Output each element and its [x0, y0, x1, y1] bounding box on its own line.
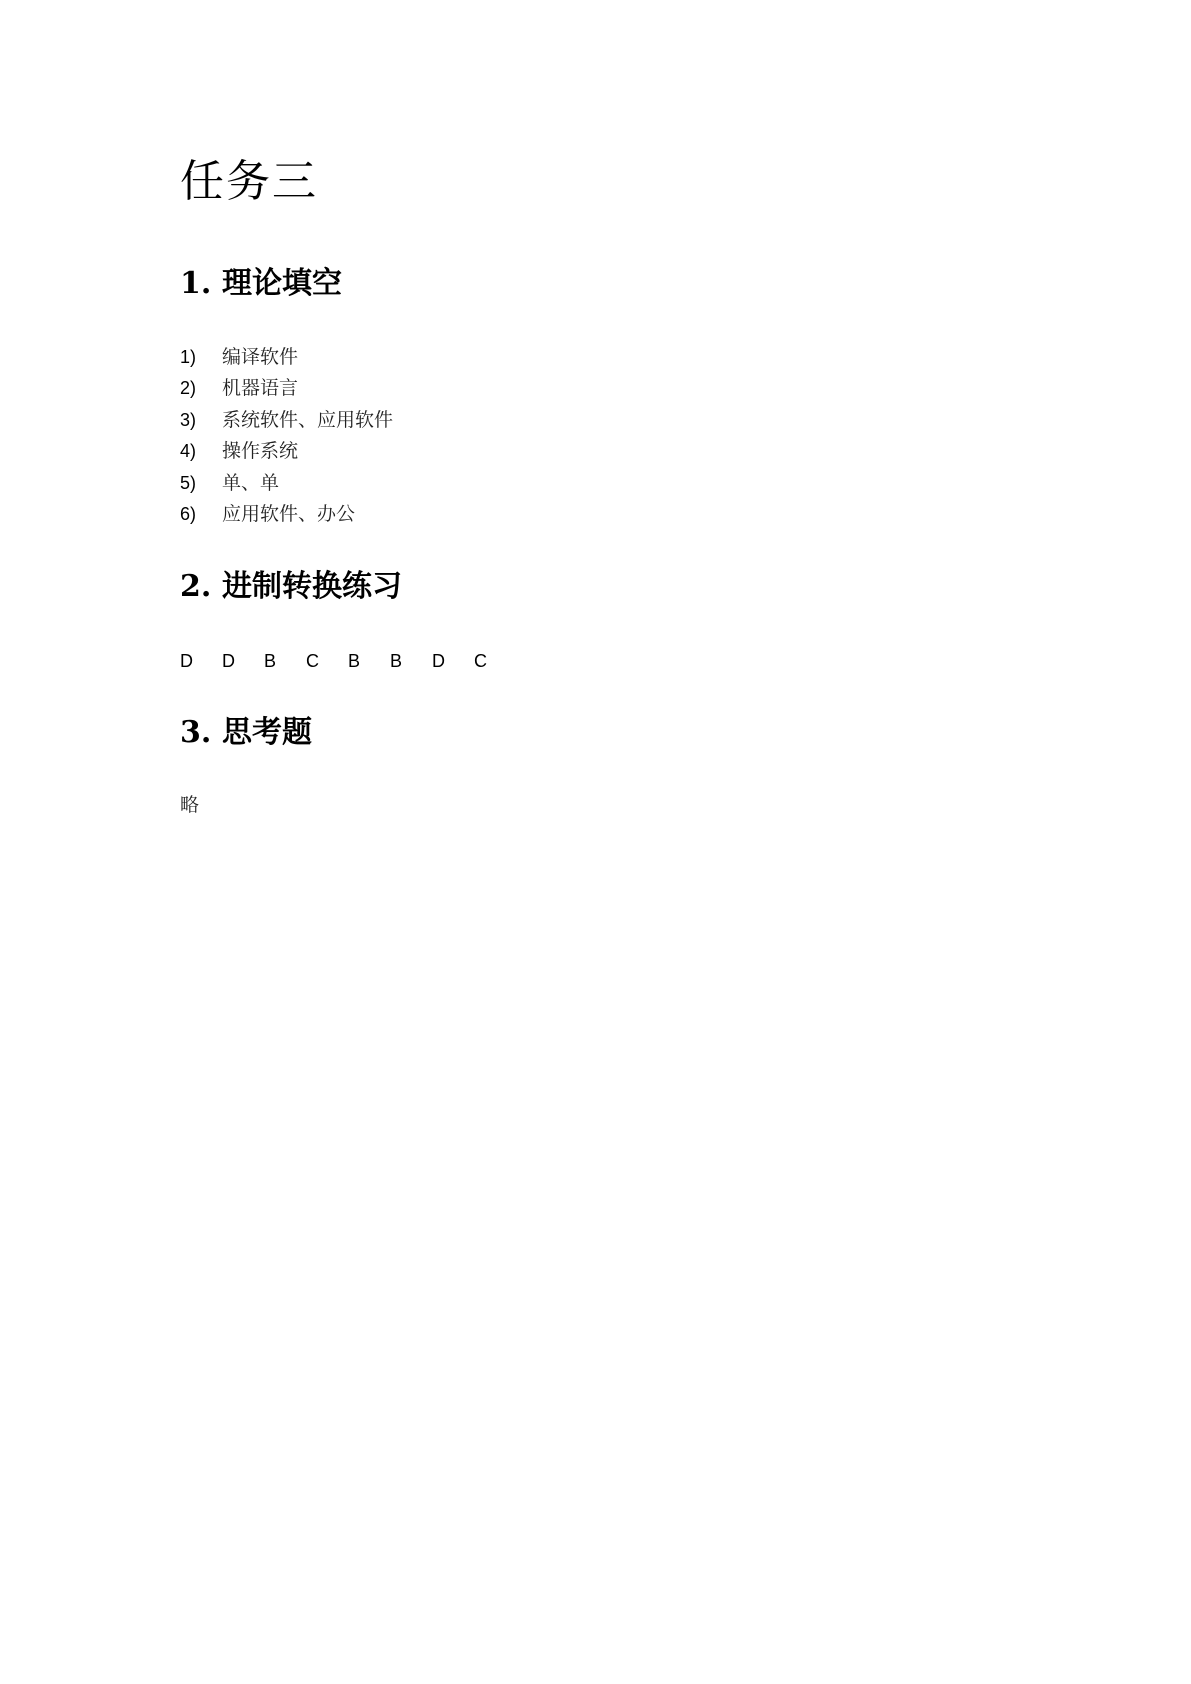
item-text: 应用软件、办公 [222, 502, 356, 525]
thinking-question-answer: 略 [180, 794, 200, 816]
item-number: 5) [180, 472, 197, 493]
item-number: 6) [180, 503, 197, 524]
list-item [180, 436, 393, 467]
section-heading-base-conversion [180, 567, 402, 607]
item-text: 单、单 [222, 471, 280, 494]
item-text: 操作系统 [222, 440, 299, 463]
section-title: 进制转换练习 [222, 569, 402, 604]
item-number: 4) [180, 441, 197, 462]
section-heading-theory-fill [180, 264, 342, 304]
section-number: 2. [180, 569, 212, 604]
item-text: 编译软件 [222, 346, 299, 368]
answer-letter: B [348, 651, 361, 671]
answer-letter: D [432, 651, 445, 671]
item-text: 系统软件、应用软件 [222, 408, 394, 431]
answer-letter: D [180, 651, 193, 671]
fill-in-answer-list [180, 342, 393, 530]
item-number: 2) [180, 378, 197, 399]
section-number: 3. [180, 715, 212, 750]
item-number: 1) [180, 347, 197, 367]
list-item [180, 499, 393, 530]
answer-letter: C [474, 651, 487, 671]
section-heading-thinking-question [180, 713, 312, 753]
section-title: 思考题 [222, 715, 312, 750]
list-item [180, 468, 393, 499]
item-text: 机器语言 [222, 377, 299, 400]
document-title: 任务三 [180, 156, 318, 207]
section-number: 1. [180, 266, 212, 301]
item-number: 3) [180, 409, 197, 430]
section-title: 理论填空 [222, 266, 342, 301]
list-item [180, 405, 393, 436]
answer-letter: C [306, 651, 319, 671]
answer-letter: B [390, 651, 403, 671]
list-item [180, 342, 393, 373]
answer-letter: B [264, 651, 277, 671]
answer-letter: D [222, 651, 235, 671]
base-conversion-answers [180, 646, 516, 676]
list-item [180, 373, 393, 404]
